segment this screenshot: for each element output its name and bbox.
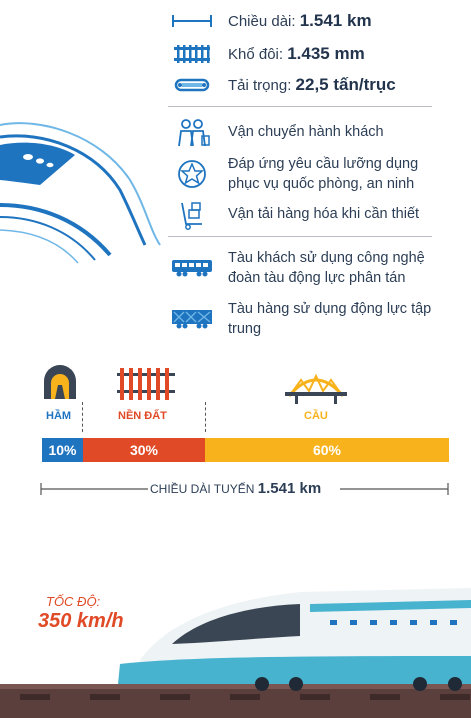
freight-car-icon [170, 299, 214, 339]
train-freight [170, 299, 448, 339]
route-length [150, 480, 321, 498]
bridge-icon [285, 368, 347, 404]
route-length-label: CHIỀU DÀI TUYẾN [150, 482, 258, 496]
feature-defense [170, 154, 448, 194]
train-freight-text: Tàu hàng sử dụng động lực tập trung [228, 301, 432, 337]
tunnel-label: HẦM [46, 410, 72, 422]
spec-length [170, 11, 372, 31]
axle-load-icon [170, 75, 214, 95]
feature-cargo-text: Vận tải hàng hóa khi cần thiết [228, 206, 420, 222]
spec-load-label: Tải trọng: [228, 77, 296, 94]
route-length-value: 1.541 km [257, 480, 322, 497]
tunnel-share-segment: 10% [42, 438, 83, 462]
spec-gauge-value: 1.435 mm [287, 44, 365, 63]
passenger-car-icon [170, 248, 214, 288]
divider [168, 106, 432, 107]
divider [82, 402, 83, 432]
divider [168, 236, 432, 237]
spec-load-value: 22,5 tấn/trục [295, 75, 396, 94]
tunnel-icon [42, 365, 78, 401]
spec-gauge [170, 44, 365, 64]
feature-passengers [170, 118, 448, 148]
divider [205, 402, 206, 432]
speed-value: 350 km/h [38, 610, 124, 632]
embankment-label: NỀN ĐẤT [118, 410, 167, 422]
train-passenger [170, 248, 448, 288]
feature-cargo [170, 200, 448, 230]
train-passenger-text: Tàu khách sử dụng công nghệ đoàn tàu động lực phân tán [228, 250, 425, 286]
feature-defense-text: Đáp ứng yêu cầu lưỡng dụng phục vụ quốc phòng, an ninh [228, 156, 419, 192]
embankment-share-segment: 30% [83, 438, 205, 462]
rail-gauge-icon [170, 44, 214, 64]
track-icon [117, 368, 175, 400]
star-emblem-icon [170, 154, 214, 194]
bridge-label: CẦU [304, 410, 328, 422]
feature-passengers-text: Vận chuyển hành khách [228, 124, 384, 140]
spec-gauge-label: Khổ đôi: [228, 46, 288, 63]
train-nose-illustration [0, 105, 170, 265]
cargo-trolley-icon [170, 200, 214, 230]
spec-load [170, 75, 396, 95]
bridge-share-segment: 60% [205, 438, 449, 462]
spec-length-label: Chiều dài: [228, 13, 300, 30]
speed-label: TỐC ĐỘ: [46, 594, 101, 609]
length-icon [170, 11, 214, 31]
spec-length-value: 1.541 km [299, 11, 372, 30]
passengers-icon [170, 118, 214, 148]
high-speed-train-illustration [0, 560, 471, 718]
